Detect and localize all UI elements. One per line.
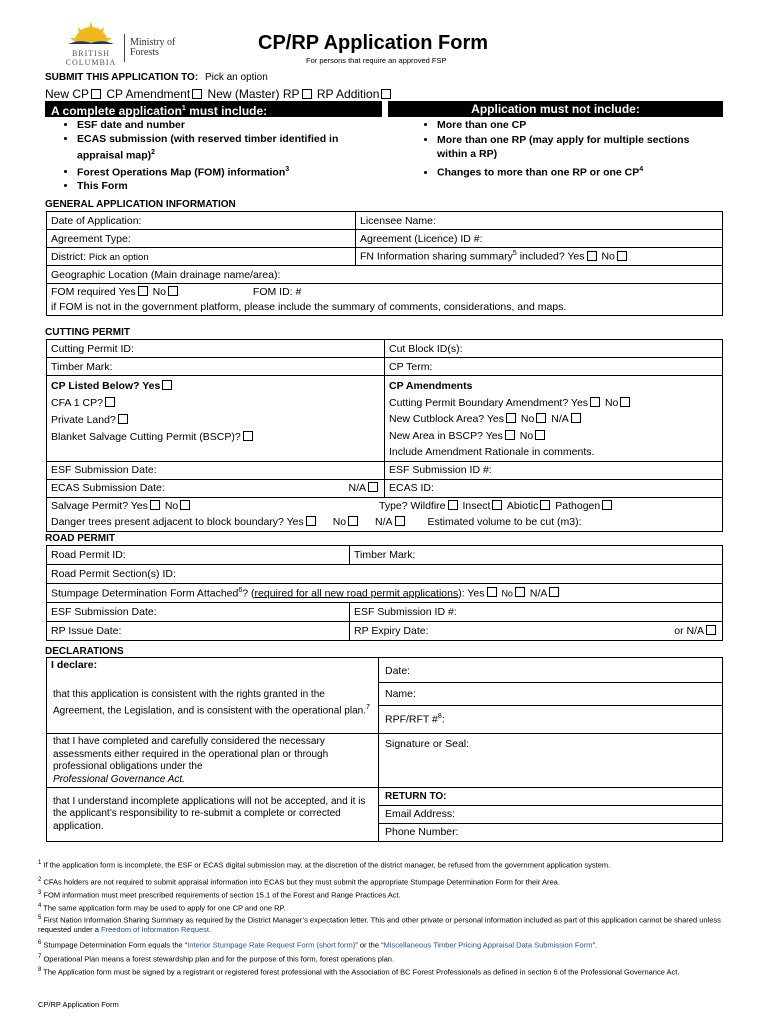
bc-logo xyxy=(60,18,122,67)
footnote-4: $^4$ The same application form may be used to apply for one CP and one RP. xyxy=(38,902,286,912)
footnote-8: $^8$ The Application form must be signed by a registrant or registered forest professional with the Association of BC Forest Professionals as defined in section 6 of the Professional Governance Act. xyxy=(38,966,680,976)
pathogen-checkbox[interactable] xyxy=(602,500,612,510)
district-dropdown[interactable]: Pick an option xyxy=(88,251,149,263)
rp-timber-mark-field[interactable]: Timber Mark: xyxy=(350,546,723,565)
bscp-area-no-checkbox[interactable] xyxy=(535,430,545,440)
cp-term-field[interactable]: CP Term: xyxy=(385,358,723,376)
geographic-location-field[interactable]: Geographic Location (Main drainage name/area): xyxy=(47,266,723,284)
submit-label: SUBMIT THIS APPLICATION TO: xyxy=(45,72,199,83)
list-item: • Changes to more than one RP or one $CP^4$ xyxy=(437,163,697,180)
logo-ministry xyxy=(130,38,175,58)
insect-checkbox[interactable] xyxy=(492,500,502,510)
agreement-id-field[interactable]: Agreement (Licence) ID #: xyxy=(356,230,723,248)
cp-amendment-checkbox[interactable] xyxy=(192,89,202,99)
bscp-area-yes-checkbox[interactable] xyxy=(505,430,515,440)
cp-listed-checkbox[interactable] xyxy=(162,380,172,390)
footnote-2: $^2$ CFAs holders are not required to submit appraisal information into ECAS but they must submit the appropriate Stumpage Determination Form for their Area. xyxy=(38,876,560,886)
rp-addition-checkbox[interactable] xyxy=(381,89,391,99)
fn-no-checkbox[interactable] xyxy=(617,251,627,261)
must-include-header: A complete application$^1$ must include: xyxy=(45,101,382,117)
agreement-type-field[interactable]: Agreement Type: xyxy=(47,230,356,248)
declarations-table xyxy=(46,657,723,842)
danger-no-checkbox[interactable] xyxy=(348,516,358,526)
cp-amendments-cell: CP Amendments Cutting Permit Boundary Amendment? Yes No New Cutblock Area? Yes No N/A New Area in BSCP? Yes No Include Amendment Rationale in comments. xyxy=(385,376,723,462)
footnote-5: $^5$ First Nation Information Sharing Summary as required by the District Manager’s expectation letter. This and other private or personal information included as part of this application cannot be shared unless requested under a Freedom of Information Request. xyxy=(38,915,721,934)
rp-esf-date-field[interactable]: ESF Submission Date: xyxy=(47,603,350,622)
cp-id-field[interactable]: Cutting Permit ID: xyxy=(47,340,385,358)
rp-addition-label: RP Addition xyxy=(316,87,380,101)
logo-province-line1: BRITISH xyxy=(71,49,111,58)
footnotes xyxy=(38,859,728,976)
district-field[interactable]: District: Pick an option xyxy=(47,248,356,266)
bscp-checkbox[interactable] xyxy=(243,431,253,441)
page-title: CP/RP Application Form xyxy=(258,32,489,54)
list-item: • This Form xyxy=(77,179,347,193)
must-not-include-header: Application must not include: xyxy=(388,101,723,117)
cp-amendment-label: CP Amendment xyxy=(106,87,191,101)
stumpage-na-checkbox[interactable] xyxy=(549,587,559,597)
signature-field[interactable]: Signature or Seal: xyxy=(379,734,723,788)
logo-divider xyxy=(124,34,125,62)
fn-summary-field: FN Information sharing summary$^5$ included? Yes No xyxy=(356,248,723,266)
cp-timber-mark-field[interactable]: Timber Mark: xyxy=(47,358,385,376)
list-item: • More than one CP xyxy=(437,118,697,132)
logo-ministry-line1: Ministry of xyxy=(130,37,176,48)
declaration-1: that this application is consistent with the rights granted in the Agreement, the Legislation, and is consistent with the operational plan.$^7$ xyxy=(47,672,379,734)
estimated-volume-field[interactable]: Estimated volume to be cut (m3): xyxy=(427,516,582,528)
wildfire-checkbox[interactable] xyxy=(448,500,458,510)
cutblock-no-checkbox[interactable] xyxy=(536,413,546,423)
stumpage-no-checkbox[interactable] xyxy=(515,587,525,597)
salvage-cell: Salvage Permit? Yes No Type? Wildfire Insect Abiotic Pathogen Danger trees present adjacent to block boundary? Yes No N/A Estimated volume to be cut (m3): xyxy=(47,497,723,531)
new-cp-label: New CP xyxy=(45,87,90,101)
cutblock-yes-checkbox[interactable] xyxy=(506,413,516,423)
misc-timber-link[interactable]: Miscellaneous Timber Pricing Appraisal Data Submission Form xyxy=(383,940,593,949)
danger-na-checkbox[interactable] xyxy=(395,516,405,526)
list-item: • More than one RP (may apply for multiple sections within a RP) xyxy=(437,133,697,161)
fom-field: FOM required Yes No FOM ID: # if FOM is not in the government platform, please include the summary of comments, considerations, and maps. xyxy=(47,284,723,316)
rp-esf-id-field[interactable]: ESF Submission ID #: xyxy=(350,603,723,622)
requirements-box xyxy=(45,101,723,192)
sun-icon xyxy=(60,18,122,44)
stumpage-field: Stumpage Determination Form Attached$^6$? (required for all new road permit applications): Yes No N/A xyxy=(47,584,723,603)
submit-dropdown[interactable]: Pick an option xyxy=(204,72,268,83)
page-subtitle: For persons that require an approved FSP xyxy=(306,56,447,65)
cp-esf-id-field[interactable]: ESF Submission ID #: xyxy=(385,461,723,479)
ecas-id-field[interactable]: ECAS ID: xyxy=(385,479,723,497)
boundary-no-checkbox[interactable] xyxy=(620,397,630,407)
logo-province-line2: COLUMBIA xyxy=(65,58,117,67)
abiotic-checkbox[interactable] xyxy=(540,500,550,510)
rpf-field[interactable]: RPF/RFT #$^8$: xyxy=(385,713,445,726)
fom-id-label[interactable]: FOM ID: # xyxy=(252,285,302,298)
fn-yes-checkbox[interactable] xyxy=(587,251,597,261)
fom-note: if FOM is not in the government platform, please include the summary of comments, considerations, and maps. xyxy=(51,300,567,313)
cp-options-cell: CP Listed Below? Yes CFA 1 CP? Private Land? Blanket Salvage Cutting Permit (BSCP)? xyxy=(47,376,385,462)
road-table xyxy=(46,545,723,641)
declaration-date-field[interactable]: Date: xyxy=(379,660,722,683)
stumpage-yes-checkbox[interactable] xyxy=(487,587,497,597)
private-land-checkbox[interactable] xyxy=(118,414,128,424)
list-item: • ECAS submission (with reserved timber identified in appraisal map)$^2$ xyxy=(77,132,347,163)
rp-sections-field[interactable]: Road Permit Section(s) ID: xyxy=(47,565,723,584)
footnote-3: $^3$ FOM information must meet prescribed requirements of section 15.1 of the Forest and Range Practices Act. xyxy=(38,890,401,900)
cutting-section-title: CUTTING PERMIT xyxy=(45,327,130,338)
new-master-rp-label: New (Master) RP xyxy=(207,87,300,101)
date-of-application-field[interactable]: Date of Application: xyxy=(47,212,356,230)
footnote-1: $^1$ If the application form is incomplete, the ESF or ECAS digital submission may, at the discretion of the district manager, be refused from the government application system. xyxy=(38,860,611,870)
declarations-section-title: DECLARATIONS xyxy=(45,646,124,657)
general-section-title: GENERAL APPLICATION INFORMATION xyxy=(45,199,236,210)
salvage-yes-checkbox[interactable] xyxy=(150,500,160,510)
general-table xyxy=(46,211,723,316)
phone-field[interactable]: Phone Number: xyxy=(385,826,459,838)
application-type-row xyxy=(45,87,393,101)
cut-block-field[interactable]: Cut Block ID(s): xyxy=(385,340,723,358)
ecas-date-field[interactable]: ECAS Submission Date: N/A xyxy=(47,479,385,497)
list-item: • ESF date and number xyxy=(77,118,347,132)
new-cp-checkbox[interactable] xyxy=(91,89,101,99)
declaration-3: that I understand incomplete applications will not be accepted, and it is the applicant’s responsibility to re-submit a complete or corrected application. xyxy=(47,788,379,842)
cutblock-na-checkbox[interactable] xyxy=(571,413,581,423)
footnote-7: $^7$ Operational Plan means a forest stewardship plan and for the purpose of this form, forest operations plan. xyxy=(38,954,395,964)
declaration-name-field[interactable]: Name: xyxy=(379,683,722,706)
footnote-6: $^6$ Stumpage Determination Form equals the “Interior Stumpage Rate Request Form (short form)” or the “Miscellaneous Timber Pricing Appraisal Data Submission Form”. xyxy=(38,939,598,949)
must-not-include-list xyxy=(407,118,697,180)
licensee-name-field[interactable]: Licensee Name: xyxy=(356,212,723,230)
rp-expiry-date-field[interactable]: RP Expiry Date: or N/A xyxy=(350,622,723,641)
cutting-table xyxy=(46,339,723,532)
return-to-cell xyxy=(379,788,723,842)
danger-yes-checkbox[interactable] xyxy=(306,516,316,526)
list-item: • Forest Operations Map (FOM) information$^3$ xyxy=(77,163,347,180)
logo-ministry-line2: Forests xyxy=(130,47,159,58)
boundary-yes-checkbox[interactable] xyxy=(590,397,600,407)
must-include-list xyxy=(47,118,347,193)
rp-issue-date-field[interactable]: RP Issue Date: xyxy=(47,622,350,641)
i-declare-label: I declare: xyxy=(47,658,379,672)
declaration-2: that I have completed and carefully considered the necessary assessments either required in the operational plan or through professional obligations under the Professional Governance Act. xyxy=(47,734,379,788)
fom-yes-checkbox[interactable] xyxy=(138,286,148,296)
email-field[interactable]: Email Address: xyxy=(379,806,722,824)
salvage-no-checkbox[interactable] xyxy=(180,500,190,510)
new-master-rp-checkbox[interactable] xyxy=(302,89,312,99)
fom-no-checkbox[interactable] xyxy=(168,286,178,296)
return-to-label: RETURN TO: xyxy=(379,788,722,806)
interior-stumpage-link[interactable]: Interior Stumpage Rate Request Form (short form) xyxy=(187,940,356,949)
foi-link[interactable]: Freedom of Information Request xyxy=(100,924,209,934)
ecas-na-checkbox[interactable] xyxy=(368,482,378,492)
submit-row xyxy=(45,72,268,83)
rp-id-field[interactable]: Road Permit ID: xyxy=(47,546,350,565)
declaration-date-name-rpf xyxy=(379,658,723,734)
cfa-checkbox[interactable] xyxy=(105,397,115,407)
page-footer: CP/RP Application Form xyxy=(38,1000,119,1009)
road-section-title: ROAD PERMIT xyxy=(45,533,115,544)
rp-expiry-na-checkbox[interactable] xyxy=(706,625,716,635)
cp-esf-date-field[interactable]: ESF Submission Date: xyxy=(47,461,385,479)
